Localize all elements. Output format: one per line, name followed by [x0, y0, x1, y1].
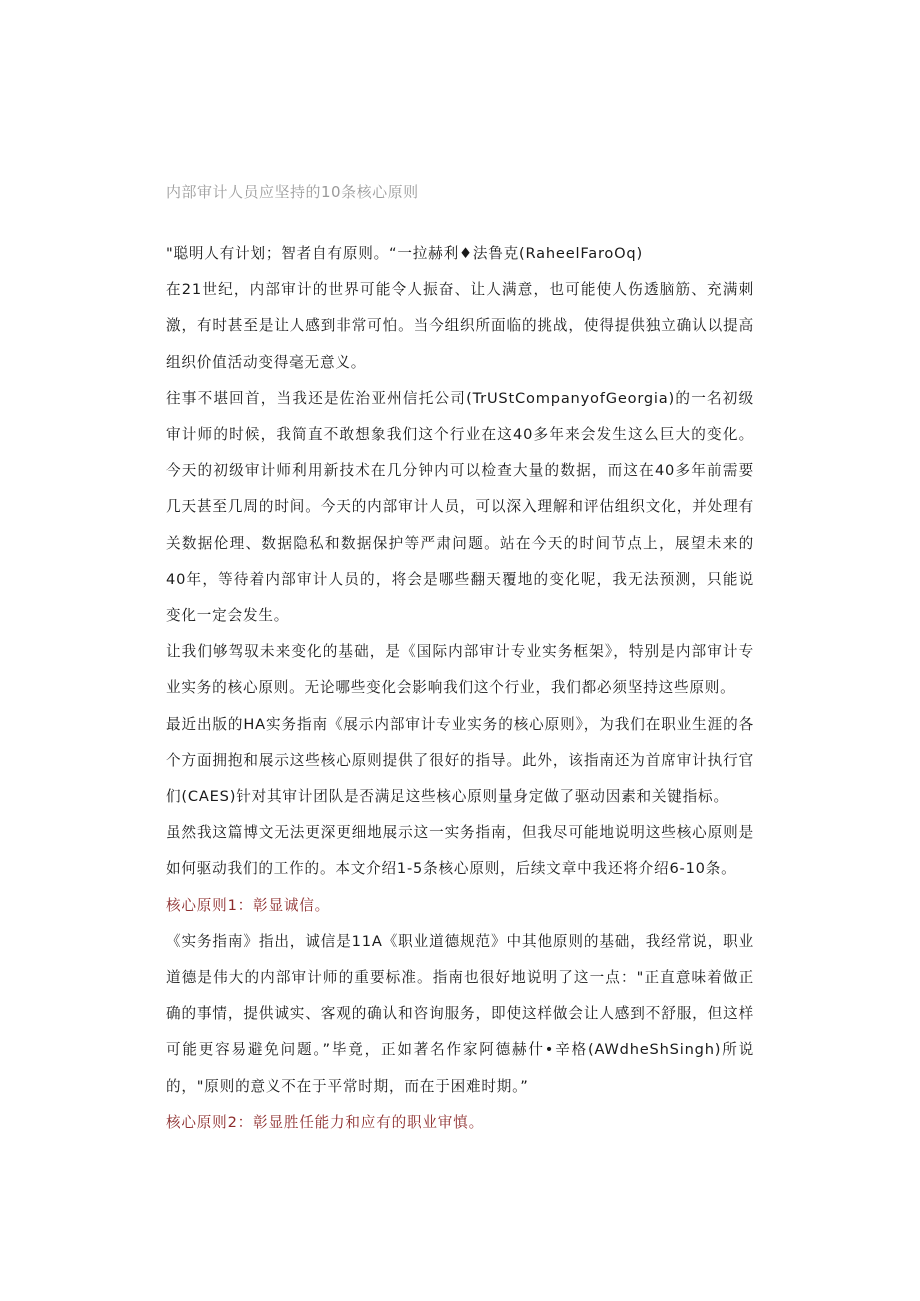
document-title: 内部审计人员应坚持的10条核心原则	[166, 183, 419, 201]
scope-paragraph: 虽然我这篇博文无法更深更细地展示这一实务指南，但我尽可能地说明这些核心原则是如何驱动我们的工作的。本文介绍1-5条核心原则，后续文章中我还将介绍6-10条。	[166, 824, 754, 878]
intro-paragraph: 在21世纪，内部审计的世界可能令人振奋、让人满意，也可能使人伤透脑筋、充满刺激，有时甚至是让人感到非常可怕。当今组织所面临的挑战，使得提供独立确认以提高组织价值活动变得毫无意义。	[166, 281, 754, 371]
framework-paragraph: 让我们够驾驭未来变化的基础，是《国际内部审计专业实务框架》，特别是内部审计专业实务的核心原则。无论哪些变化会影响我们这个行业，我们都必须坚持这些原则。	[166, 643, 754, 697]
integrity-paragraph: 《实务指南》指出，诚信是11A《职业道德规范》中其他原则的基础，我经常说，职业道德是伟大的内部审计师的重要标准。指南也很好地说明了这一点："正直意味着做正确的事情，提供诚实、客观的确认和咨询服务，即使这样做会让人感到不舒服，但这样可能更容易避免问题。”毕竟，正如著名作家阿德赫什•辛格(AWdheShSingh)所说的，"原则的意义不在于平常时期，而在于困难时期。”	[166, 932, 754, 1095]
document-body	[166, 236, 754, 1141]
section-heading-principle-2: 核心原则2：彰显胜任能力和应有的职业审慎。	[166, 1113, 484, 1131]
section-heading-principle-1: 核心原则1：彰显诚信。	[166, 896, 331, 914]
guide-paragraph: 最近出版的HA实务指南《展示内部审计专业实务的核心原则》，为我们在职业生涯的各个方面拥抱和展示这些核心原则提供了很好的指导。此外，该指南还为首席审计执行官们(CAES)针对其审计团队是否满足这些核心原则量身定做了驱动因素和关键指标。	[166, 715, 754, 806]
history-paragraph: 往事不堪回首，当我还是佐治亚州信托公司(TrUStCompanyofGeorgia)的一名初级审计师的时候，我简直不敢想象我们这个行业在这40多年来会发生这么巨大的变化。今天的初级审计师利用新技术在几分钟内可以检查大量的数据，而这在40多年前需要几天甚至几周的时间。今天的内部审计人员，可以深入理解和评估组织文化，并处理有关数据伦理、数据隐私和数据保护等严肃问题。站在今天的时间节点上，展望未来的40年，等待着内部审计人员的，将会是哪些翻天覆地的变化呢，我无法预测，只能说变化一定会发生。	[166, 389, 754, 625]
quote-paragraph: "聪明人有计划；智者自有原则。“一拉赫利♦法鲁克(RaheelFaroOq)	[166, 245, 643, 262]
